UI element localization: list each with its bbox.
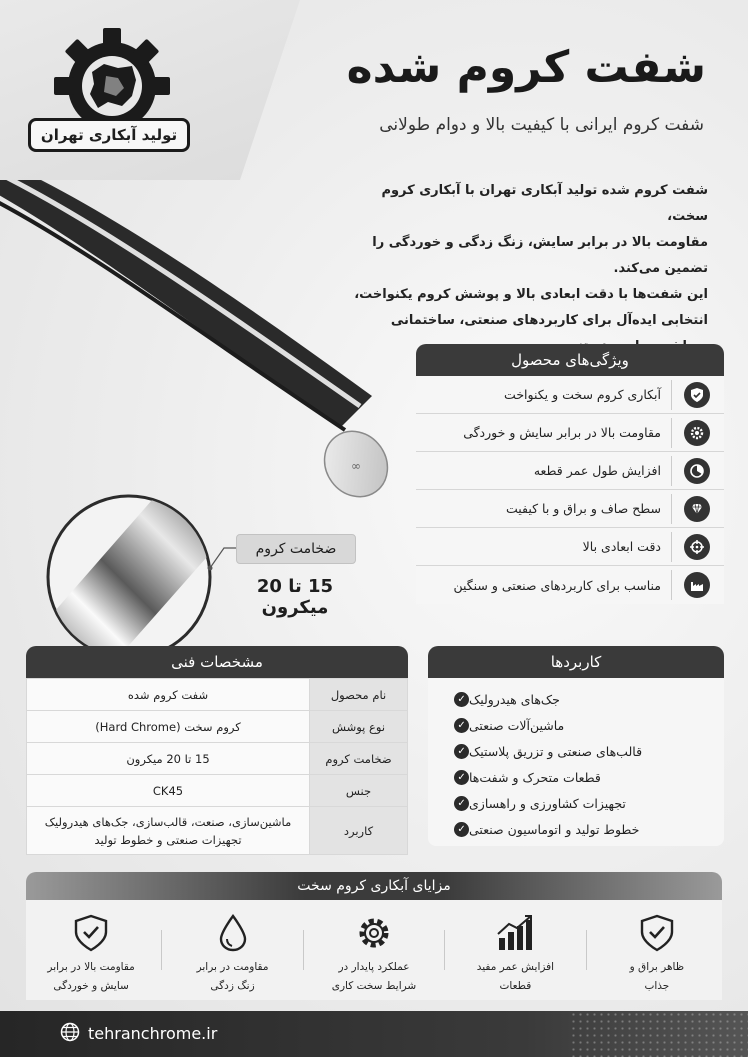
intro-line: تضمین می‌کند.	[613, 261, 708, 276]
intro-line: شفت کروم شده تولید آبکاری تهران با آبکاری کروم سخت،	[381, 183, 708, 224]
intro-line: مقاومت بالا در برابر سایش، زنگ زدگی و خوردگی را	[372, 235, 708, 250]
advantage-item	[314, 914, 434, 996]
growth-chart-icon	[495, 914, 535, 952]
check-icon: ✓	[454, 822, 469, 837]
factory-icon	[684, 572, 710, 598]
spec-label: کاربرد	[310, 807, 408, 855]
gear-icon	[355, 914, 393, 952]
feature-label: آبکاری کروم سخت و یکنواخت	[504, 387, 661, 402]
intro-line: این شفت‌ها با دقت ابعادی بالا و پوشش کروم یکنواخت،	[354, 287, 708, 302]
spec-label: ضخامت کروم	[310, 743, 408, 775]
table-row	[27, 775, 408, 807]
svg-text:∞: ∞	[351, 459, 361, 473]
application-label: قالب‌های صنعتی و تزریق پلاستیک	[469, 743, 643, 759]
feature-item	[416, 528, 724, 566]
globe-icon	[60, 1022, 80, 1042]
check-icon: ✓	[454, 718, 469, 733]
shield-check-icon	[73, 914, 109, 952]
gear-icon	[684, 420, 710, 446]
spec-value	[27, 807, 310, 855]
spec-value: CK45	[27, 775, 310, 807]
page-subtitle: شفت کروم ایرانی با کیفیت بالا و دوام طولانی	[379, 115, 704, 135]
spec-value: شفت کروم شده	[27, 679, 310, 711]
website-link[interactable]: tehranchrome.ir	[88, 1024, 218, 1043]
chrome-closeup-circle	[46, 494, 212, 660]
technical-specs-panel	[26, 646, 408, 851]
advantage-item	[455, 914, 575, 996]
table-row	[27, 743, 408, 775]
advantage-label: مقاومت بالا در برابر	[47, 961, 135, 973]
specs-table	[26, 678, 408, 855]
page-title: شفت کروم شده	[346, 42, 706, 93]
spec-label: نام محصول	[310, 679, 408, 711]
drop-icon	[218, 914, 248, 952]
features-title: ویژگی‌های محصول	[416, 344, 724, 376]
advantage-label: عملکرد پایدار در	[338, 961, 410, 973]
applications-title: کاربردها	[428, 646, 724, 678]
shield-check-icon	[684, 382, 710, 408]
advantage-item	[173, 914, 293, 996]
feature-item	[416, 376, 724, 414]
features-list	[416, 376, 724, 604]
crosshair-icon	[684, 534, 710, 560]
features-panel	[416, 344, 724, 612]
application-label: جک‌های هیدرولیک	[469, 691, 560, 707]
check-icon: ✓	[454, 744, 469, 759]
advantage-label: شرایط سخت کاری	[331, 980, 417, 992]
spec-label: جنس	[310, 775, 408, 807]
intro-line: انتخابی ایده‌آل برای کاربردهای صنعتی، ساختمانی	[390, 313, 708, 328]
feature-item	[416, 490, 724, 528]
application-label: خطوط تولید و اتوماسیون صنعتی	[469, 821, 640, 837]
spec-value-line: ماشین‌سازی، صنعت، قالب‌سازی، جک‌های هیدرولیک	[44, 814, 292, 829]
shield-check-icon	[639, 914, 675, 952]
clock-icon	[684, 458, 710, 484]
advantages-list	[26, 900, 722, 1000]
feature-item	[416, 414, 724, 452]
advantage-label: سایش و خوردگی	[53, 980, 129, 992]
check-icon: ✓	[454, 796, 469, 811]
list-item	[428, 686, 724, 712]
advantages-title: مزایای آبکاری کروم سخت	[26, 872, 722, 900]
feature-label: افزایش طول عمر قطعه	[533, 463, 661, 478]
list-item	[428, 764, 724, 790]
footer-dot-pattern	[570, 1011, 748, 1057]
advantage-item	[31, 914, 151, 996]
list-item	[428, 790, 724, 816]
check-icon: ✓	[454, 770, 469, 785]
feature-label: مناسب برای کاربردهای صنعتی و سنگین	[453, 577, 661, 593]
applications-list	[428, 678, 724, 846]
feature-label: دقت ابعادی بالا	[582, 539, 661, 554]
advantage-item	[597, 914, 717, 996]
application-label: ماشین‌آلات صنعتی	[469, 717, 565, 733]
advantage-label: قطعات	[499, 980, 532, 992]
spec-value: کروم سخت (Hard Chrome)	[27, 711, 310, 743]
diamond-icon	[684, 496, 710, 522]
feature-label: مقاومت بالا در برابر سایش و خوردگی	[463, 425, 661, 440]
applications-panel	[428, 646, 724, 846]
advantage-label: مقاومت در برابر	[196, 961, 269, 973]
spec-value-line: تجهیزات صنعتی و خطوط تولید	[94, 832, 242, 847]
spec-label: نوع پوشش	[310, 711, 408, 743]
list-item	[428, 816, 724, 842]
spec-value: 15 تا 20 میکرون	[27, 743, 310, 775]
advantages-panel	[26, 872, 722, 1000]
chrome-rod-image	[0, 180, 420, 520]
table-row	[27, 807, 408, 855]
advantage-label: جذاب	[644, 980, 670, 992]
check-icon: ✓	[454, 692, 469, 707]
specs-title: مشخصات فنی	[26, 646, 408, 678]
feature-item	[416, 452, 724, 490]
advantage-label: زنگ زدگی	[210, 980, 255, 992]
advantage-label: ظاهر براق و	[629, 961, 685, 973]
table-row	[27, 711, 408, 743]
table-row	[27, 679, 408, 711]
chrome-thickness-value: 15 تا 20 میکرون	[256, 576, 334, 618]
advantage-label: افزایش عمر مفید	[476, 961, 555, 973]
feature-item	[416, 566, 724, 604]
application-label: تجهیزات کشاورزی و راهسازی	[469, 795, 626, 811]
application-label: قطعات متحرک و شفت‌ها	[469, 769, 601, 785]
list-item	[428, 712, 724, 738]
brand-badge: تولید آبکاری تهران	[28, 118, 190, 152]
list-item	[428, 738, 724, 764]
feature-label: سطح صاف و براق و با کیفیت	[505, 501, 661, 516]
chrome-thickness-label: ضخامت کروم	[236, 534, 356, 564]
